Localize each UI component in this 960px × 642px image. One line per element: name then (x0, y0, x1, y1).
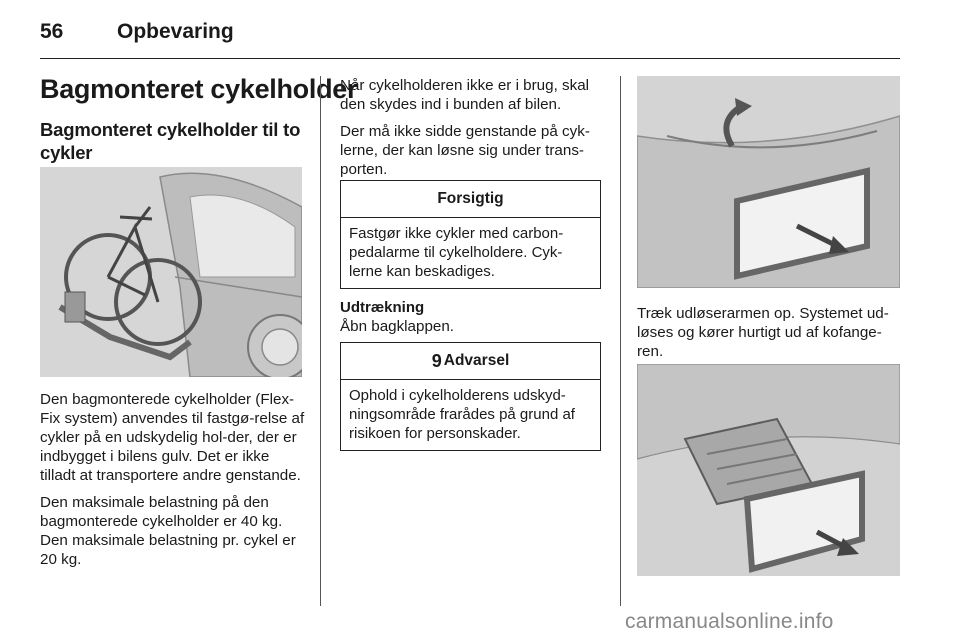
carrier-slide-out-image (637, 364, 900, 576)
paragraph: Når cykelholderen ikke er i brug, skal den skydes ind i bunden af bilen. (340, 77, 590, 113)
carrier-slide-out-illustration (637, 364, 900, 576)
paragraph: Den maksimale belastning på den bagmonterede cykelholder er 40 kg. Den maksimale belastning pr. cykel er 20 kg. (40, 494, 296, 568)
warning-box (340, 342, 601, 451)
header-rule (40, 58, 900, 59)
column2-text (340, 76, 602, 187)
warning-icon: 9 (431, 350, 442, 371)
warning-text: Ophold i cykelholderens udskyd-ningsområde frarådes på grund af risikoen for personskader. (349, 387, 575, 442)
tailgate-release-image (637, 76, 900, 288)
tailgate-illustration (637, 76, 900, 288)
section-heading: Udtrækning (340, 299, 425, 316)
section-text: Åbn bagklappen. (340, 318, 455, 335)
chapter-title: Opbevaring (117, 20, 234, 43)
column-divider (620, 76, 621, 606)
paragraph: Den bagmonterede cykelholder (Flex-Fix system) anvendes til fastgø-relse af cykler på en udskydelig hol-der, der er indbygget i bilens gulv. Det er ikke tilladt at transportere andre genstande. (40, 391, 305, 484)
release-caption: Træk udløserarmen op. Systemet ud-løses og kører hurtigt ud af kofange-ren. (637, 305, 889, 360)
page-number: 56 (40, 20, 64, 43)
warning-title: Advarsel (443, 352, 510, 369)
caution-box (340, 180, 601, 289)
watermark: carmanualsonline.info (625, 610, 834, 633)
warning-header (341, 343, 600, 380)
extraction-section (340, 298, 602, 336)
paragraph: Der må ikke sidde genstande på cyk-lerne, der kan løsne sig under trans-porten. (340, 123, 590, 178)
column-divider (320, 76, 321, 606)
caution-text: Fastgør ikke cykler med carbon-pedalarme til cykelholdere. Cyk-lerne kan beskadiges. (349, 225, 564, 280)
section-subtitle: Bagmonteret cykelholder til to cykler (40, 119, 301, 163)
section-title: Bagmonteret cykelholder (40, 74, 358, 104)
bike-carrier-image (40, 167, 302, 377)
column1-text (40, 390, 305, 577)
bike-carrier-illustration (40, 167, 302, 377)
caution-title: Forsigtig (341, 181, 600, 218)
